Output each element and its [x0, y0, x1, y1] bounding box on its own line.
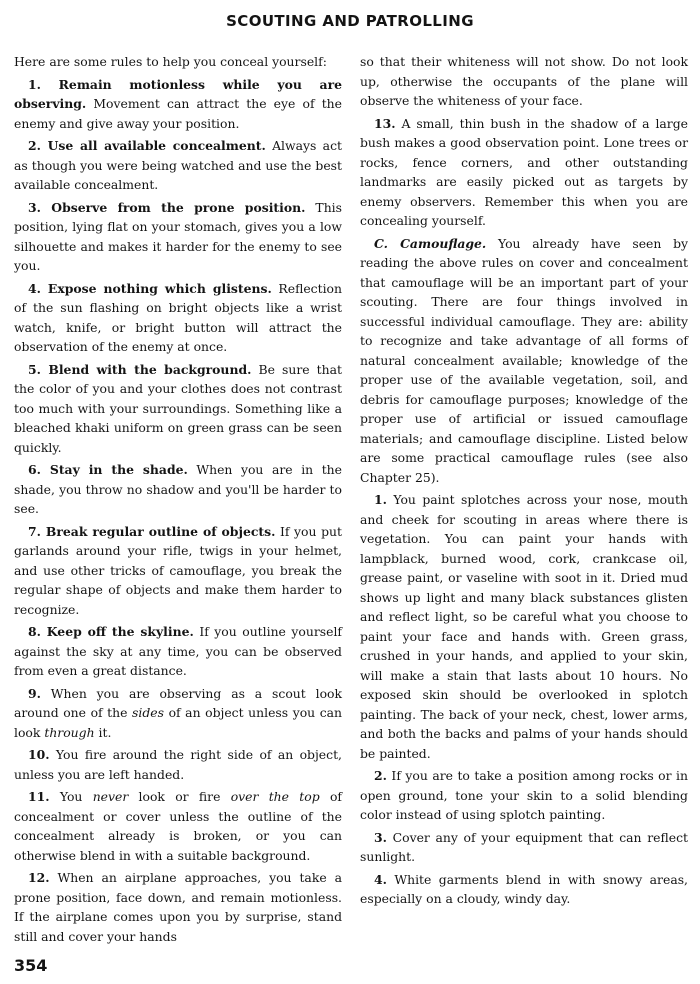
emphasis-text: never [92, 789, 129, 804]
paragraph [14, 75, 342, 134]
body-text: White garments blend in with snowy areas, especially on a cloudy, windy day. [360, 871, 688, 906]
emphasis-text: 13. [374, 115, 396, 131]
emphasis-text: 10. [28, 747, 50, 762]
body-text: Cover any of your equipment that can reflect sunlight. [360, 829, 688, 864]
body-text: When you are observing as a scout look around one of the [14, 685, 342, 720]
paragraph [360, 828, 688, 867]
body-text: of an object unless you can look [14, 705, 343, 740]
left-column [14, 52, 342, 949]
right-column [360, 52, 688, 912]
body-text: You fire around the right side of an object, unless you are left handed. [14, 747, 342, 782]
body-text: Movement can attract the eye of the enemy and give away your position. [14, 96, 342, 131]
paragraph [360, 234, 688, 488]
body-text: If you put garlands around your rifle, twigs in your helmet, and use other tricks of camouflage, you break the regular shape of objects and make them harder to recognize. [14, 523, 342, 617]
emphasis-text: 3. [374, 829, 387, 845]
body-text: Be sure that the color of you and your clothes does not contrast too much with your surroundings. Something like a bleached khaki uniform on green grass can be seen quickly. [14, 361, 342, 455]
body-text: When an airplane approaches, you take a prone position, face down, and remain motionless. If the airplane comes upon you by surprise, stand still and cover your hands [14, 870, 342, 944]
body-text: Always act as though you were being watched and use the best available concealment. [14, 138, 342, 192]
emphasis-text: 4. [374, 871, 387, 887]
emphasis-text: 1. Remain motionless while you are observing. [14, 76, 342, 111]
paragraph [14, 684, 342, 743]
paragraph [360, 870, 688, 909]
paragraph [360, 490, 688, 763]
paragraph [14, 868, 342, 946]
emphasis-text: 12. [28, 870, 50, 885]
paragraph [14, 522, 342, 620]
body-text: When you are in the shade, you throw no shadow and you'll be harder to see. [14, 462, 342, 516]
body-text: If you are to take a position among rocks or in open ground, tone your skin to a solid blending color instead of using splotch painting. [360, 768, 688, 822]
emphasis-text: through [44, 724, 95, 740]
paragraph [14, 136, 342, 195]
paragraph [360, 766, 688, 825]
paragraph [14, 52, 342, 72]
paragraph [14, 745, 342, 784]
paragraph [14, 787, 342, 865]
body-text: Here are some rules to help you conceal yourself: [14, 54, 327, 69]
body-text: look or fire [128, 789, 231, 804]
emphasis-text: 4. Expose nothing which glistens. [28, 280, 272, 296]
emphasis-text: 8. Keep off the skyline. [28, 624, 194, 639]
emphasis-text: sides [132, 705, 164, 720]
body-text: Reflection of the sun flashing on bright objects like a wrist watch, knife, or bright button will attract the observation of the enemy at once. [14, 280, 342, 354]
emphasis-text: 1. [374, 492, 387, 507]
body-text: so that their whiteness will not show. Do not look up, otherwise the occupants of the plane will observe the whiteness of your face. [360, 54, 688, 108]
page-number: 354 [14, 956, 48, 975]
emphasis-text: 11. [28, 789, 50, 804]
paragraph [14, 460, 342, 519]
emphasis-text: 6. Stay in the shade. [28, 462, 188, 477]
page-header: SCOUTING AND PATROLLING [226, 12, 474, 30]
emphasis-text: 7. Break regular outline of objects. [28, 523, 276, 539]
emphasis-text: over the top [230, 789, 320, 804]
paragraph [14, 279, 342, 357]
emphasis-text: 3. Observe from the prone position. [28, 199, 306, 215]
body-text: You already have seen by reading the above rules on cover and concealment that camouflage will be an important part of your scouting. There are four things involved in successful individual camouflage. They are: ability to recognize and take advantage of all forms of natural concealment available; knowledge of the proper use of the available vegetation, soil, and debris for camouflage purposes; knowledge of the proper use of artificial or issued camouflage materials; and camouflage discipline. Listed below are some practical camouflage rules (see also Chapter 25). [360, 235, 689, 485]
emphasis-text: 2. Use all available concealment. [28, 138, 266, 153]
body-text: This position, lying flat on your stomach, gives you a low silhouette and makes it harder for the enemy to see you. [14, 199, 342, 273]
body-text: A small, thin bush in the shadow of a large bush makes a good observation point. Lone trees or rocks, fence corners, and other outstanding landmarks are easily picked out as targets by enemy observers. Remember this when you are concealing yourself. [360, 115, 688, 228]
emphasis-text: 5. Blend with the background. [28, 361, 252, 377]
paragraph [14, 622, 342, 681]
emphasis-text: C. Camouflage. [374, 235, 487, 251]
body-text: You [49, 789, 93, 804]
paragraph [14, 360, 342, 458]
emphasis-text: 9. [28, 685, 41, 701]
body-text: You paint splotches across your nose, mouth and cheek for scouting in areas where there is vegetation. You can paint your hands with lampblack, burned wood, cork, crankcase oil, grease paint, or vaseline with soot in it. Dried mud shows up light and many black substances glisten and reflect light, so be careful what you choose to paint your face and hands with. Green grass, crushed in your hands, and applied to your skin, will make a stain that lasts about 10 hours. No exposed skin should be overlooked in splotch painting. The back of your neck, chest, lower arms, and both the backs and palms of your hands should be painted. [360, 492, 688, 761]
body-text: If you outline yourself against the sky at any time, you can be observed from even a great distance. [14, 624, 342, 678]
emphasis-text: 2. [374, 768, 387, 783]
body-text: it. [94, 724, 112, 740]
body-text: of concealment or cover unless the outline of the concealment already is broken, or you can otherwise blend in with a suitable background. [14, 789, 342, 863]
paragraph [360, 114, 688, 231]
paragraph [360, 52, 688, 111]
paragraph [14, 198, 342, 276]
